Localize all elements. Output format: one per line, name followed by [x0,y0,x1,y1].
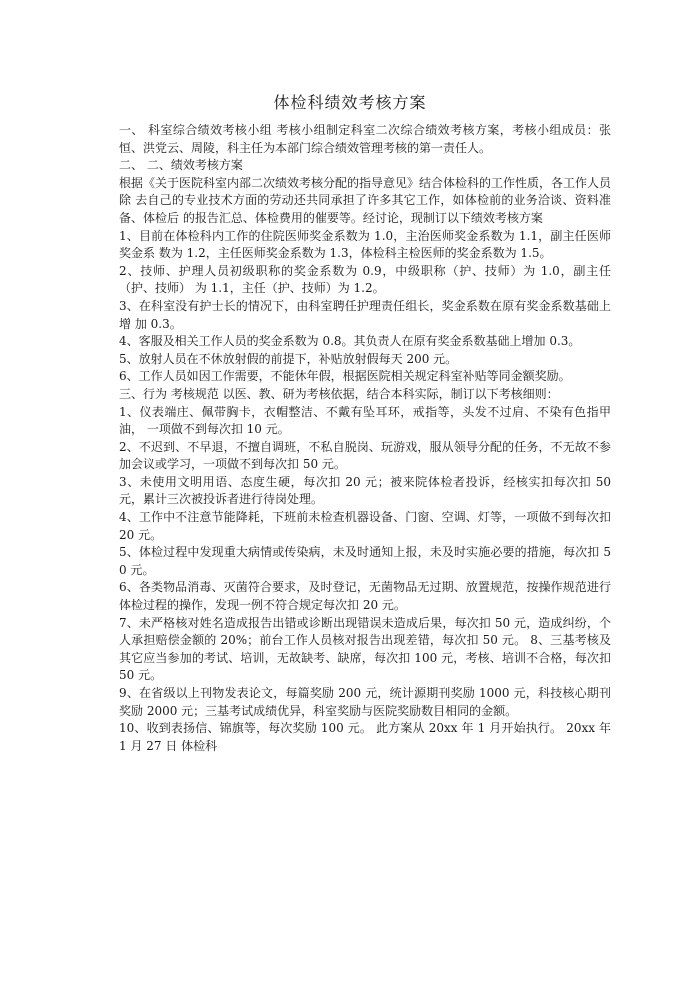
paragraph-behavior-2: 2、不迟到、不早退，不擅自调班，不私自脱岗、玩游戏，服从领导分配的任务，不无故不参加会议或学习，一项做不到每次扣 50 元。 [119,439,611,472]
paragraph-rule-1: 1、目前在体检科内工作的住院医师奖金系数为 1.0，主治医师奖金系数为 1.1，副主任医师奖金系 数为 1.2，主任医师奖金系数为 1.3，体检科主检医师的奖金系数为 1.5。 [119,228,611,261]
paragraph-rule-3: 3、在科室没有护士长的情况下，由科室聘任护理责任组长，奖金系数在原有奖金系数基础上增 加 0.3。 [119,298,611,331]
paragraph-behavior-4: 4、工作中不注意节能降耗，下班前未检查机器设备、门窗、空调、灯等，一项做不到每次扣 20 元。 [119,510,611,542]
paragraph-rule-5: 5、放射人员在不休放射假的前提下，补贴放射假每天 200 元。 [119,351,458,366]
paragraph-rule-6: 6、工作人员如因工作需要，不能休年假，根据医院相关规定科室补贴等同金额奖励。 [119,369,571,384]
paragraph-behavior-1: 1、仪表端庄、佩带胸卡，衣帽整洁、不戴有坠耳环，戒指等，头发不过肩、不染有色指甲油， 一项做不到每次扣 10 元。 [119,404,611,437]
paragraph-behavior-7-8: 7、未严格核对姓名造成报告出错或诊断出现错误未造成后果，每次扣 50 元，造成纠纷，个人承担赔偿金额的 20%；前台工作人员核对报告出现差错，每次扣 50 元。 8、三基考核及其它应当参加的考试、培训，无故缺考、缺席，每次扣 100 元，考核、培训不合格，每次扣 50 元。 [119,615,611,683]
paragraph-behavior-5: 5、体检过程中发现重大病情或传染病，未及时通知上报，未及时实施必要的措施，每次扣 50 元。 [119,545,611,577]
paragraph-behavior-10-closing: 10、收到表扬信、锦旗等，每次奖励 100 元。 此方案从 20xx 年 1 月开始执行。 20xx 年 1 月 27 日 体检科 [119,721,611,753]
paragraph-behavior-6: 6、各类物品消毒、灭菌符合要求，及时登记，无菌物品无过期、放置规范，按操作规范进行体检过程的操作，发现一例不符合规定每次扣 20 元。 [119,580,611,613]
paragraph-rule-2: 2、技师、护理人员初级职称的奖金系数为 0.9，中级职称（护、技师）为 1.0，副主任（护、技师） 为 1.1，主任（护、技师）为 1.2。 [119,263,611,296]
paragraph-intro: 根据《关于医院科室内部二次绩效考核分配的指导意见》结合体检科的工作性质，各工作人员除 去自己的专业技术方面的劳动还共同承担了许多其它工作，如体检前的业务洽谈、资料准备、体检后 的报告汇总、体检费用的催要等。经讨论，现制订以下绩效考核方案 [119,175,612,225]
paragraph-section-3-heading: 三、行为 考核规范 以医、教、研为考核依据，结合本科实际，制订以下考核细则： [119,386,559,401]
paragraph-section-2-heading: 二、 二、绩效考核方案 [119,158,243,173]
paragraph-section-1: 一、 科室综合绩效考核小组 考核小组制定科室二次综合绩效考核方案，考核小组成员：张恒、洪党云、周陵，科主任为本部门综合绩效管理考核的第一责任人。 [119,123,611,155]
paragraph-behavior-9: 9、在省级以上刊物发表论文，每篇奖励 200 元，统计源期刊奖励 1000 元，科技核心期刊奖励 2000 元；三基考试成绩优异，科室奖励与医院奖励数目相同的金额。 [119,686,611,718]
paragraph-behavior-3: 3、未使用文明用语、态度生硬，每次扣 20 元；被来院体检者投诉，经核实扣每次扣 50 元，累计三次被投诉者进行待岗处理。 [119,474,611,507]
paragraph-rule-4: 4、客服及相关工作人员的奖金系数为 0.8。其负责人在原有奖金系数基础上增加 0.3。 [119,334,581,349]
document-title: 体检科绩效考核方案 [273,93,427,112]
document-body [119,122,611,755]
